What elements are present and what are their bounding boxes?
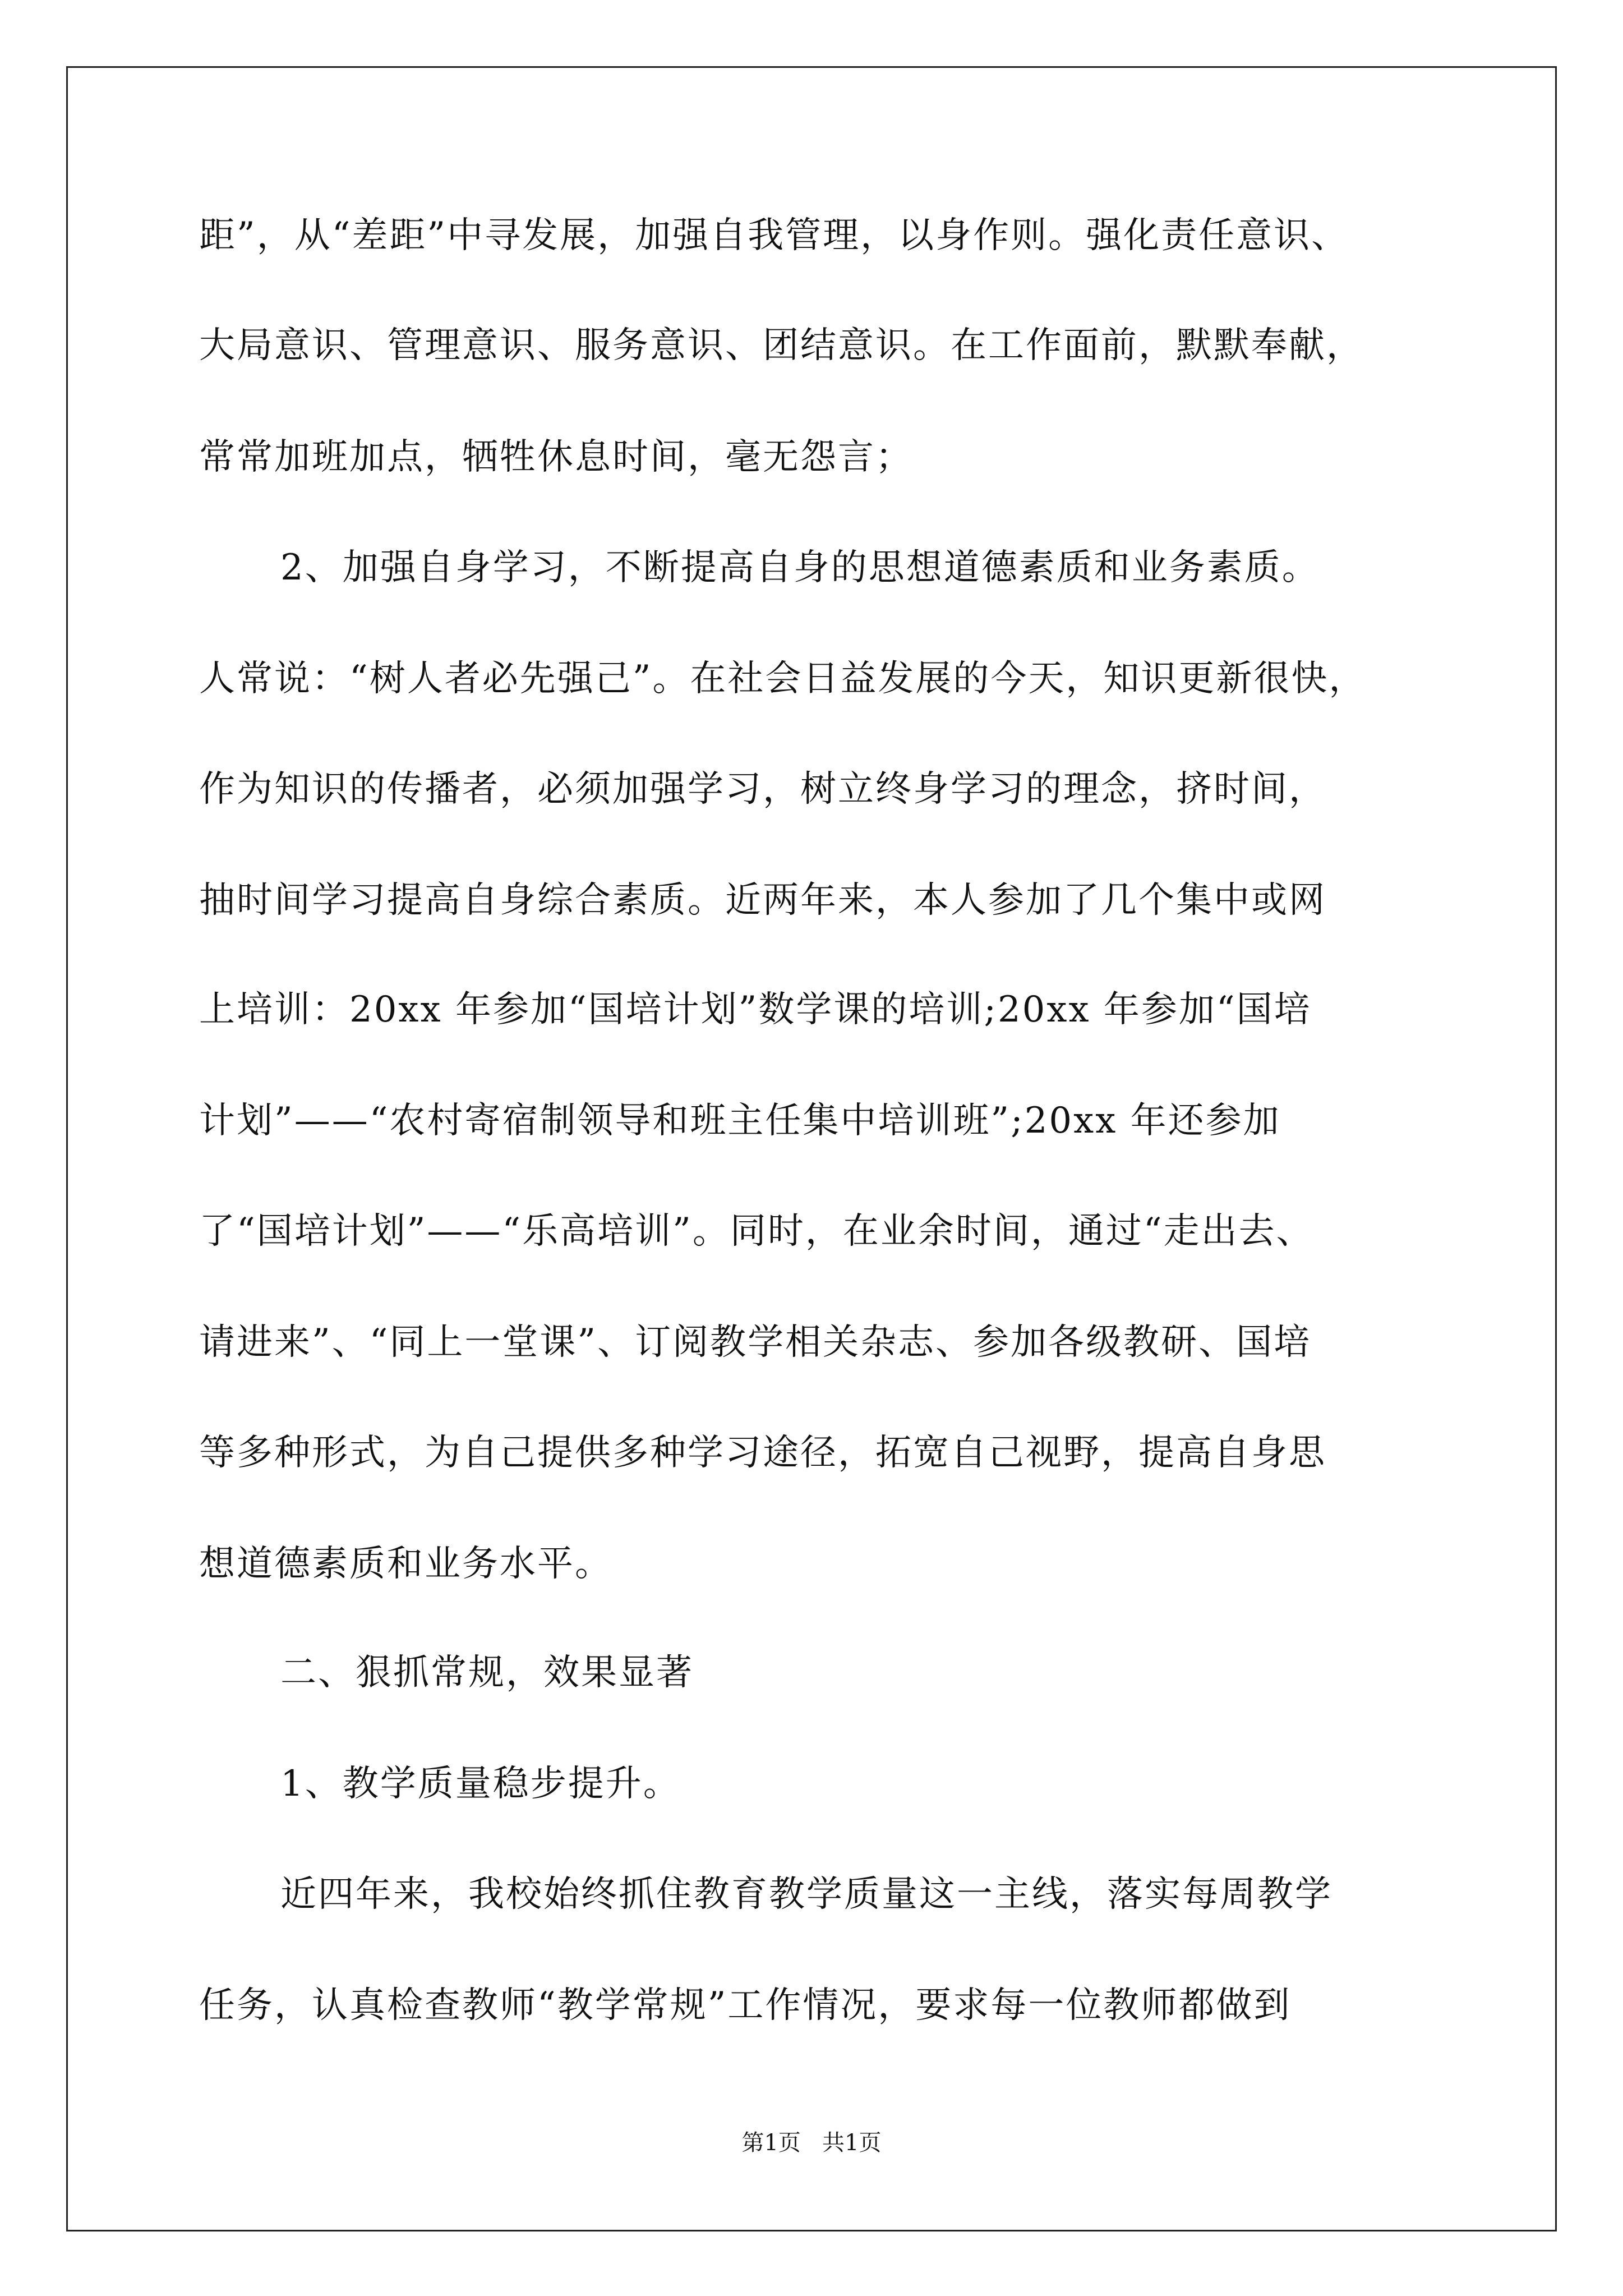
text-line-17: 任务，认真检查教师“教学常规”工作情况，要求每一位教师都做到 <box>199 1985 1292 2026</box>
text-line-3: 常常加班加点，牺牲休息时间，毫无怨言； <box>199 436 913 478</box>
text-line-7: 抽时间学习提高自身综合素质。近两年来，本人参加了几个集中或网 <box>199 880 1326 921</box>
text-line-9: 计划”——“农村寄宿制领导和班主任集中培训班”;20xx 年还参加 <box>199 1100 1281 1142</box>
text-line-6: 作为知识的传播者，必须加强学习，树立终身学习的理念，挤时间， <box>199 769 1326 810</box>
text-line-5: 人常说：“树人者必先强己”。在社会日益发展的今天，知识更新很快， <box>199 658 1367 700</box>
text-line-2: 大局意识、管理意识、服务意识、团结意识。在工作面前，默默奉献， <box>199 325 1364 366</box>
text-line-8: 上培训：20xx 年参加“国培计划”数学课的培训;20xx 年参加“国培 <box>199 989 1312 1030</box>
paragraph-2-heading: 2、加强自身学习，不断提高自身的思想道德素质和业务素质。 <box>280 547 1320 588</box>
subsection-heading: 1、教学质量稳步提升。 <box>280 1763 681 1805</box>
page-footer: 第1页 共1页 <box>741 2130 882 2156</box>
text-line-16: 近四年来，我校始终抓住教育教学质量这一主线，落实每周教学 <box>280 1874 1332 1915</box>
text-line-13: 想道德素质和业务水平。 <box>199 1543 612 1585</box>
text-line-10: 了“国培计划”——“乐高培训”。同时，在业余时间，通过“走出去、 <box>199 1211 1314 1252</box>
text-line-11: 请进来”、“同上一堂课”、订阅教学相关杂志、参加各级教研、国培 <box>199 1322 1312 1363</box>
text-line-1: 距”，从“差距”中寻发展，加强自我管理，以身作则。强化责任意识、 <box>199 215 1349 256</box>
text-line-12: 等多种形式，为自己提供多种学习途径，拓宽自己视野，提高自身思 <box>199 1432 1326 1474</box>
section-heading: 二、狠抓常规，效果显著 <box>280 1652 694 1694</box>
